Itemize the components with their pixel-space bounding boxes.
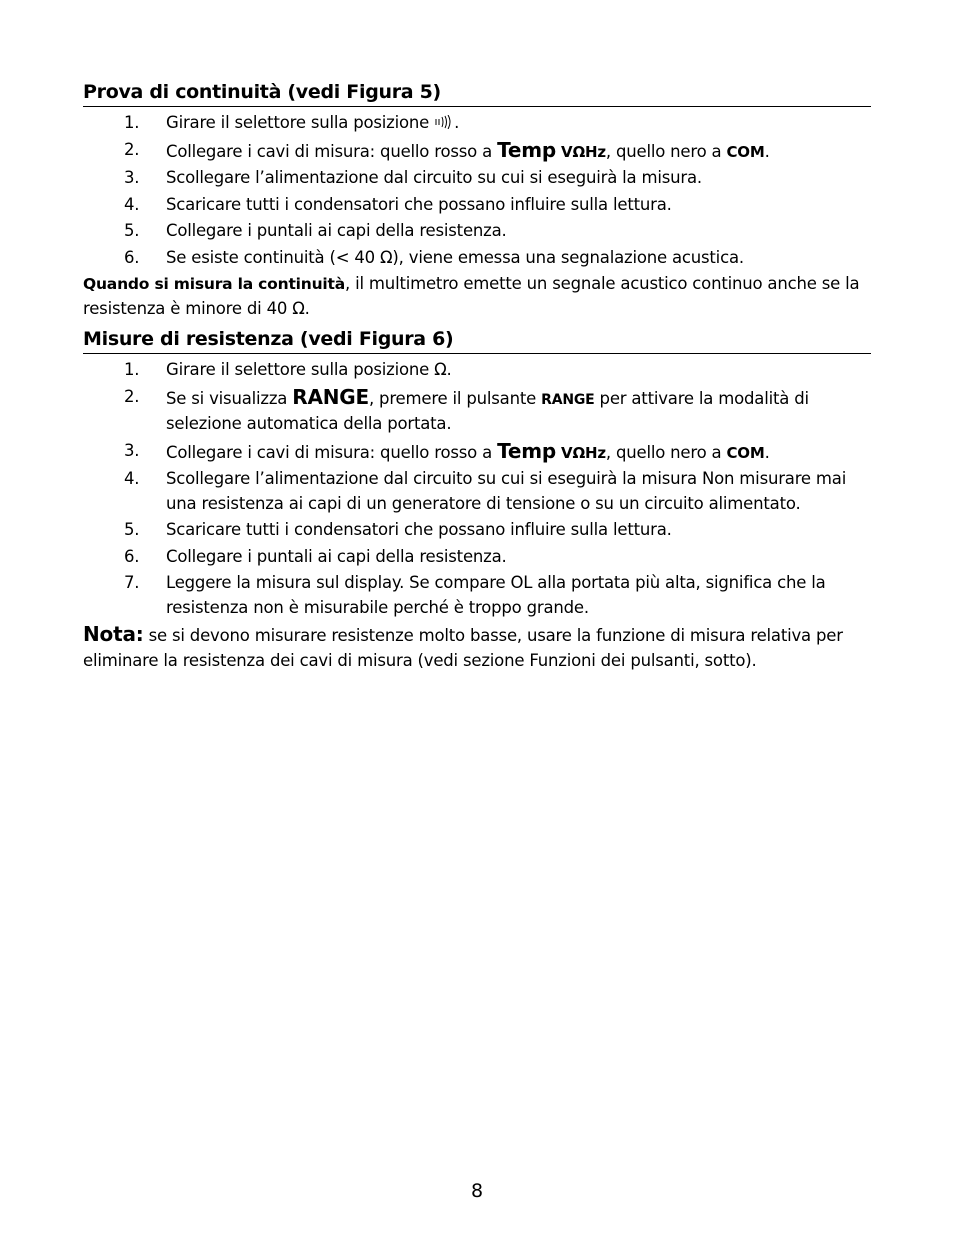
list-item	[83, 246, 871, 271]
list-item	[83, 138, 871, 165]
page-number: 8	[470, 1180, 484, 1202]
continuity-steps-list	[83, 111, 871, 270]
continuity-beep-icon	[434, 112, 454, 126]
list-item	[83, 358, 871, 383]
section-title-continuity: Prova di continuità (vedi Figura 5)	[83, 80, 871, 107]
step-text-end: .	[454, 113, 460, 132]
step-text: Se si visualizza	[166, 388, 293, 408]
list-item	[83, 166, 871, 191]
step-number: 6.	[124, 247, 140, 267]
list-item	[83, 439, 871, 466]
step-text-end: per attivare la modalità di selezione automatica della portata.	[166, 388, 809, 433]
step-number: 2.	[124, 386, 140, 406]
step-text: Collegare i puntali ai capi della resistenza.	[166, 546, 507, 566]
step-text: Girare il selettore sulla posizione	[166, 113, 435, 132]
step-text: Girare il selettore sulla posizione Ω.	[166, 360, 452, 379]
step-number: 1.	[124, 113, 140, 132]
step-text: Scollegare l’alimentazione dal circuito su cui si eseguirà la misura Non misurare mai una resistenza ai capi di un generatore di tensione o su un circuito alimentato.	[166, 469, 847, 513]
step-text-end: .	[764, 442, 770, 462]
step-text-mid: , quello nero a	[605, 442, 727, 462]
step-text: Scaricare tutti i condensatori che possano influire sulla lettura.	[166, 194, 672, 214]
note-lead: Nota:	[83, 622, 144, 646]
step-text-mid: , premere il pulsante	[368, 388, 542, 408]
step-text: Collegare i puntali ai capi della resistenza.	[166, 221, 507, 240]
step-number: 5.	[124, 221, 140, 240]
step-text: Collegare i cavi di misura: quello rosso a	[166, 141, 498, 161]
step-text: Se esiste continuità (< 40 Ω), viene emessa una segnalazione acustica.	[166, 247, 744, 267]
step-number: 7.	[124, 573, 140, 592]
section-title-resistance: Misure di resistenza (vedi Figura 6)	[83, 327, 871, 354]
list-item	[83, 518, 871, 543]
resistance-steps-list	[83, 358, 871, 620]
step-number: 4.	[124, 194, 140, 214]
step-number: 3.	[124, 168, 140, 187]
resistance-note	[83, 622, 871, 673]
list-item	[83, 545, 871, 570]
step-number: 6.	[124, 546, 140, 566]
step-text: Scaricare tutti i condensatori che possano influire sulla lettura.	[166, 520, 672, 539]
terminal-label-vohz: VΩHz	[561, 443, 606, 462]
button-label-range: RANGE	[541, 391, 595, 408]
step-text: Collegare i cavi di misura: quello rosso a	[166, 442, 498, 462]
document-page	[83, 80, 871, 675]
list-item	[83, 385, 871, 437]
step-number: 2.	[124, 139, 140, 159]
step-text-end: .	[764, 141, 770, 161]
terminal-label-temp: Temp	[497, 137, 556, 162]
step-number: 3.	[124, 440, 140, 460]
list-item	[83, 467, 871, 516]
step-text: Scollegare l’alimentazione dal circuito su cui si eseguirà la misura.	[166, 168, 702, 187]
terminal-label-com: COM	[726, 142, 765, 161]
note-lead: Quando si misura la continuità	[83, 275, 346, 293]
step-number: 4.	[124, 469, 140, 488]
terminal-label-vohz: VΩHz	[561, 142, 606, 161]
terminal-label-com: COM	[726, 443, 765, 462]
step-number: 5.	[124, 520, 140, 539]
list-item	[83, 571, 871, 620]
list-item	[83, 219, 871, 244]
terminal-label-temp: Temp	[497, 438, 556, 463]
note-text: se si devono misurare resistenze molto basse, usare la funzione di misura relativa per eliminare la resistenza dei cavi di misura (vedi sezione Funzioni dei pulsanti, sotto).	[83, 626, 843, 670]
step-text: Leggere la misura sul display. Se compare OL alla portata più alta, significa che la resistenza non è misurabile perché è troppo grande.	[166, 573, 826, 617]
list-item	[83, 111, 871, 136]
step-number: 1.	[124, 360, 140, 379]
continuity-note	[83, 272, 871, 321]
display-label-range: RANGE	[292, 384, 369, 409]
note-text: , il multimetro emette un segnale acustico continuo anche se la resistenza è minore di 40 Ω.	[83, 274, 860, 318]
step-text-mid: , quello nero a	[605, 141, 727, 161]
list-item	[83, 193, 871, 218]
